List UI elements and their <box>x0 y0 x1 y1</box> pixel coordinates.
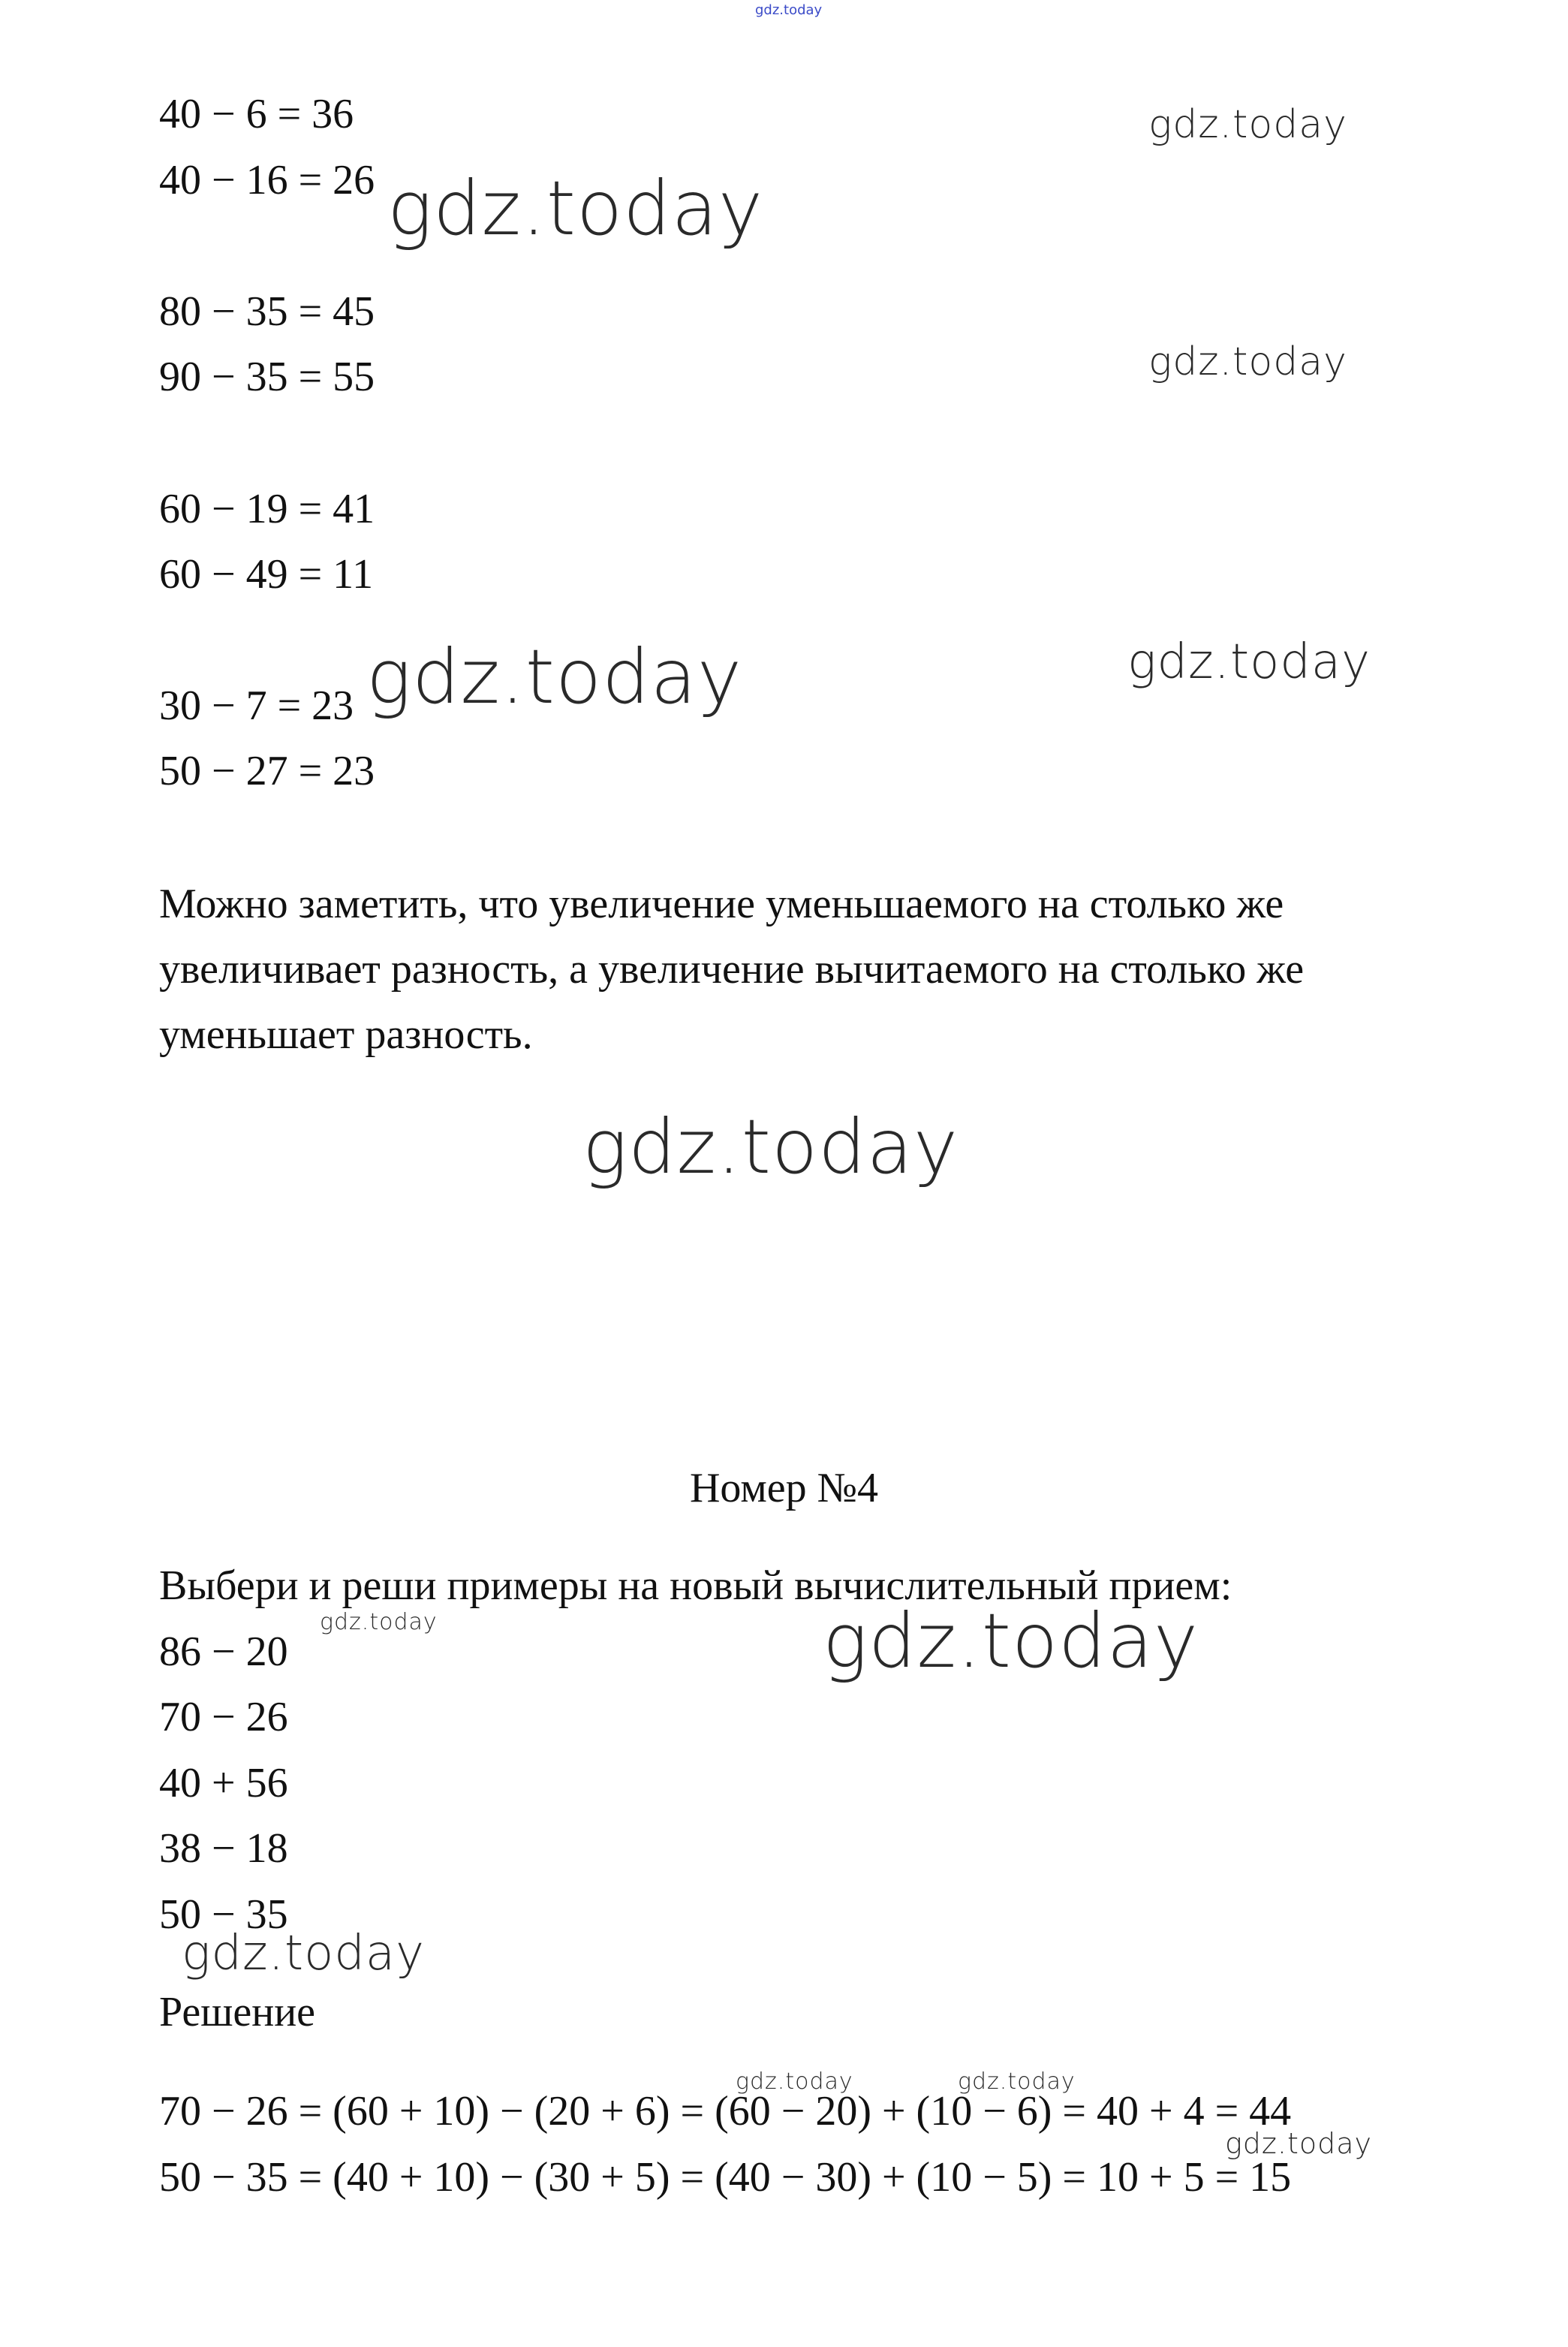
watermark: gdz.today <box>366 633 743 721</box>
expression-line: 40 − 16 = 26 <box>159 157 375 203</box>
solution-line: 50 − 35 = (40 + 10) − (30 + 5) = (40 − 30) + (10 − 5) = 10 + 5 = 15 <box>159 2154 1292 2201</box>
watermark: gdz.today <box>320 1609 438 1635</box>
watermark: gdz.today <box>823 1597 1199 1685</box>
watermark-top: gdz.today <box>755 2 823 18</box>
watermark: gdz.today <box>1225 2127 1372 2160</box>
example-item: 50 − 35 <box>159 1891 288 1938</box>
watermark: gdz.today <box>582 1103 959 1191</box>
conclusion-line: уменьшает разность. <box>159 1011 533 1058</box>
expression-line: 90 − 35 = 55 <box>159 354 375 400</box>
task-heading: Номер №4 <box>689 1465 879 1511</box>
task-prompt: Выбери и реши примеры на новый вычислительный прием: <box>159 1562 1232 1609</box>
expression-line: 50 − 27 = 23 <box>159 748 375 794</box>
expression-line: 30 − 7 = 23 <box>159 682 354 729</box>
conclusion-line: увеличивает разность, а увеличение вычитаемого на столько же <box>159 946 1305 993</box>
expression-line: 40 − 6 = 36 <box>159 91 354 137</box>
watermark: gdz.today <box>736 2068 853 2095</box>
watermark: gdz.today <box>958 2068 1076 2095</box>
solution-label: Решение <box>159 1989 316 2035</box>
example-item: 70 − 26 <box>159 1694 288 1740</box>
watermark: gdz.today <box>1148 339 1347 384</box>
solution-line: 70 − 26 = (60 + 10) − (20 + 6) = (60 − 20) + (10 − 6) = 40 + 4 = 44 <box>159 2088 1292 2135</box>
watermark: gdz.today <box>182 1926 425 1981</box>
conclusion-line: Можно заметить, что увеличение уменьшаемого на столько же <box>159 881 1284 927</box>
watermark: gdz.today <box>1148 102 1347 147</box>
expression-line: 80 − 35 = 45 <box>159 288 375 335</box>
example-item: 40 + 56 <box>159 1760 288 1806</box>
watermark: gdz.today <box>387 164 764 252</box>
expression-line: 60 − 19 = 41 <box>159 486 375 532</box>
example-item: 38 − 18 <box>159 1825 288 1872</box>
expression-line: 60 − 49 = 11 <box>159 551 374 598</box>
watermark: gdz.today <box>1127 634 1371 690</box>
example-item: 86 − 20 <box>159 1628 288 1675</box>
